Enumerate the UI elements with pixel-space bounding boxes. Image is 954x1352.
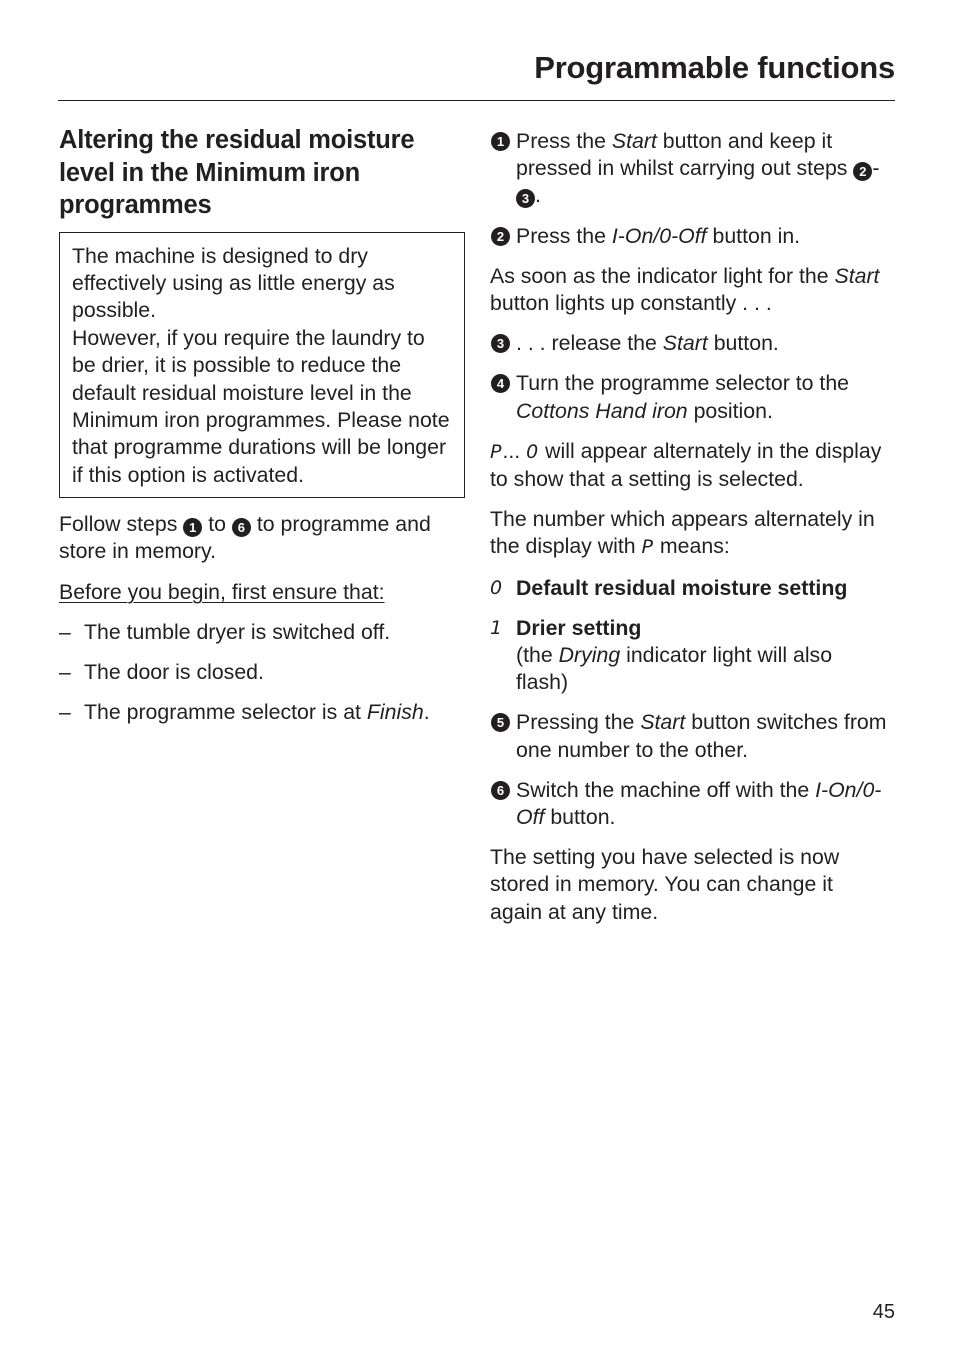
step-badge-3: 3 <box>516 189 535 208</box>
page-title: Programmable functions <box>534 50 895 85</box>
step-number-4: 4 <box>491 374 510 393</box>
text: will appear alternately in the display to show that a setting is selected. <box>490 438 882 492</box>
option-default <box>490 575 890 602</box>
start-button-ref: Start <box>834 263 880 288</box>
step-number-1: 1 <box>491 132 510 151</box>
heading-line-1: Altering the residual moisture <box>59 126 415 154</box>
step-text: . . . release the <box>516 331 663 356</box>
display-code-0: 0 <box>490 576 504 599</box>
step-6 <box>490 777 890 831</box>
programme-position-ref: Cottons Hand iron <box>516 398 688 423</box>
indicator-light-text <box>490 263 890 317</box>
checklist-text: The tumble dryer is switched off. <box>84 619 391 644</box>
checklist-text: The programme selector is at <box>84 700 367 725</box>
page-number: 45 <box>872 1301 895 1323</box>
header-divider <box>58 100 895 101</box>
dash-bullet: – <box>59 659 71 684</box>
start-button-ref: Start <box>662 331 708 356</box>
follow-text-b: to <box>208 512 226 537</box>
period: . <box>535 183 541 208</box>
display-symbol-0: 0 <box>526 440 540 463</box>
on-off-button-ref: I-On/0-Off <box>516 777 882 830</box>
start-button-ref: Start <box>640 710 686 735</box>
text: button lights up constantly . . . <box>490 291 772 316</box>
step-4 <box>490 370 890 424</box>
step-text: button. <box>544 805 616 830</box>
checklist-item <box>59 699 465 726</box>
drying-indicator-ref: Drying <box>558 643 621 668</box>
left-column <box>59 124 465 726</box>
step-badge-1: 1 <box>183 518 202 537</box>
follow-text-c: to programme and store in memory. <box>59 512 431 564</box>
step-text: Pressing the <box>516 710 641 735</box>
checklist-end: . <box>423 700 430 725</box>
display-symbol-p: P <box>641 536 654 559</box>
display-symbol-p: P <box>490 440 503 463</box>
checklist-item <box>59 619 465 646</box>
section-heading <box>59 124 465 222</box>
step-number-6: 6 <box>491 781 510 800</box>
step-badge-6: 6 <box>232 518 251 537</box>
option-note: (the <box>516 643 559 668</box>
text: means: <box>654 534 730 559</box>
text: As soon as the indicator light for the <box>490 263 835 288</box>
follow-steps-text <box>59 511 465 565</box>
step-2 <box>490 223 890 250</box>
option-drier <box>490 615 890 697</box>
step-text: button in. <box>706 223 801 248</box>
number-means-text <box>490 506 890 561</box>
option-title: Drier setting <box>516 615 642 640</box>
note-paragraph-2: However, if you require the laundry to be drier, it is possible to reduce the default residual moisture level in the Minimum iron programmes. Please note that programme durations will be longer if this option is activated. <box>72 325 450 487</box>
dash-bullet: – <box>59 619 71 644</box>
display-code-1: 1 <box>490 616 504 639</box>
checklist-italic: Finish <box>366 700 424 725</box>
info-note-box <box>59 232 465 499</box>
checklist-item <box>59 659 465 686</box>
heading-line-2: level in the Minimum iron <box>59 158 361 187</box>
option-note: indicator light will also flash) <box>516 643 833 695</box>
step-text: button. <box>707 331 779 356</box>
on-off-button-ref: I-On/0-Off <box>611 223 707 248</box>
step-text: position. <box>687 398 773 423</box>
before-you-begin-label: Before you begin, first ensure that: <box>59 579 385 604</box>
step-text: Press the <box>516 223 612 248</box>
dash-bullet: – <box>59 700 71 725</box>
start-button-ref: Start <box>611 129 657 153</box>
display-alternate-text <box>490 438 890 493</box>
step-text: button and keep it pressed in whilst carrying out steps <box>516 129 854 181</box>
note-paragraph-1: The machine is designed to dry effectively using as little energy as possible. <box>72 243 395 323</box>
step-number-5: 5 <box>491 713 510 732</box>
step-number-2: 2 <box>491 227 510 246</box>
step-text: Switch the machine off with the <box>516 777 816 802</box>
text: The number which appears alternately in the display with <box>490 507 875 559</box>
heading-line-3: programmes <box>59 191 212 219</box>
step-badge-2: 2 <box>853 162 872 181</box>
right-column <box>490 128 890 926</box>
ellipsis: ... <box>502 438 527 463</box>
step-text: Press the <box>516 129 612 153</box>
step-5 <box>490 709 890 763</box>
step-1 <box>490 128 890 210</box>
option-title: Default residual moisture setting <box>516 575 848 600</box>
final-note: The setting you have selected is now stored in memory. You can change it again at any time. <box>490 845 840 924</box>
follow-text-a: Follow steps <box>59 512 178 537</box>
step-text: button switches from one number to the other. <box>516 710 887 762</box>
step-3 <box>490 330 890 357</box>
step-text: Turn the programme selector to the <box>516 371 850 396</box>
checklist-text: The door is closed. <box>84 659 264 684</box>
range-separator: - <box>872 156 880 181</box>
step-number-3: 3 <box>491 334 510 353</box>
